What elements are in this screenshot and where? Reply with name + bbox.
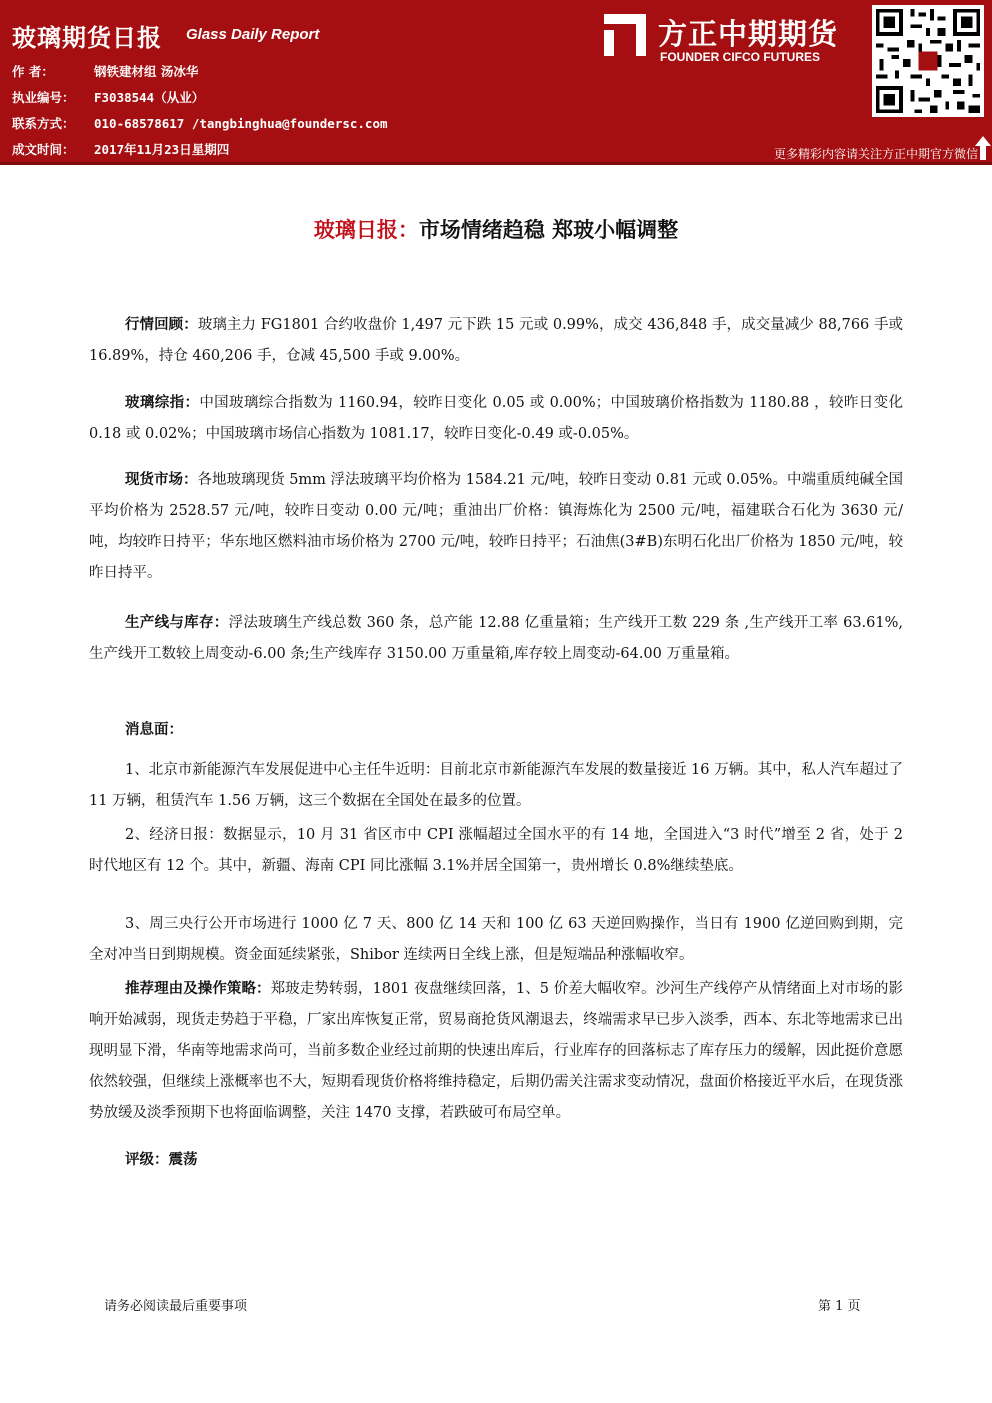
rating-paragraph <box>89 1145 903 1176</box>
license-row <box>12 88 204 106</box>
production-inventory-text: 浮法玻璃生产线总数 360 条，总产能 12.88 亿重量箱；生产线开工数 229 条 ,生产线开工率 63.61%,生产线开工数较上周变动-6.00 条;生产线库存 3150.00 万重量箱,库存较上周变动-64.00 万重量箱。 <box>89 615 903 662</box>
glass-index-heading: 玻璃综指： <box>125 395 200 411</box>
news-item-3 <box>89 909 903 971</box>
report-title <box>0 214 992 244</box>
strategy-paragraph <box>89 974 903 1129</box>
spot-market-heading: 现货市场： <box>125 472 198 488</box>
author-row <box>12 62 198 80</box>
report-series-subtitle: Glass Daily Report <box>186 26 320 43</box>
spot-market-text: 各地玻璃现货 5mm 浮法玻璃平均价格为 1584.21 元/吨，较昨日变动 0.81 元或 0.05%。中端重质纯碱全国平均价格为 2528.57 元/吨，较昨日变动 0.00 元/吨；重油出厂价格：镇海炼化为 2500 元/吨，福建联合石化为 3630 元/吨，均较昨日持平；华东地区燃料油市场价格为 2700 元/吨，较昨日持平；石油焦(3#B)东明石化出厂价格为 1850 元/吨，较昨日持平。 <box>89 472 904 581</box>
report-title-main: 市场情绪趋稳 郑玻小幅调整 <box>418 218 679 242</box>
report-series-title: 玻璃期货日报 <box>12 24 162 52</box>
header-divider <box>0 162 992 165</box>
rating-value: 震荡 <box>168 1152 198 1168</box>
news-item-2-text: 2、经济日报：数据显示，10 月 31 省区市中 CPI 涨幅超过全国水平的有 14 地，全国进入“3 时代”增至 2 省，处于 2 时代地区有 12 个。其中，新疆、海南 CPI 同比涨幅 3.1%并居全国第一，贵州增长 0.8%继续垫底。 <box>89 827 903 874</box>
rating-heading: 评级： <box>125 1152 169 1168</box>
footer-notice: 请务必阅读最后重要事项 <box>104 1299 248 1314</box>
license-label: 执业编号： <box>12 90 75 105</box>
news-item-3-text: 3、周三央行公开市场进行 1000 亿 7 天、800 亿 14 天和 100 亿 63 天逆回购操作，当日有 1900 亿逆回购到期，完全对冲当日到期规模。资金面延续紧张，Shibor 连续两日全线上涨，但是短端品种涨幅收窄。 <box>89 916 903 963</box>
news-item-1 <box>89 755 903 817</box>
date-value: 2017年11月23日星期四 <box>94 142 230 157</box>
up-arrow-icon <box>975 136 991 160</box>
date-row <box>12 140 229 158</box>
author-value: 钢铁建材组 汤冰华 <box>94 64 199 79</box>
spot-market-paragraph <box>89 465 903 589</box>
date-label: 成文时间： <box>12 142 75 157</box>
company-logo-mark-icon <box>600 10 650 60</box>
production-inventory-paragraph <box>89 608 903 670</box>
wechat-qr-code-icon <box>872 5 984 117</box>
contact-value: 010-68578617 /tangbinghua@foundersc.com <box>94 116 388 131</box>
production-inventory-heading: 生产线与库存： <box>125 615 229 631</box>
strategy-text: 郑玻走势转弱，1801 夜盘继续回落，1、5 价差大幅收窄。沙河生产线停产从情绪面上对市场的影响开始减弱，现货走势趋于平稳，厂家出库恢复正常，贸易商抢货风潮退去，终端需求早已步入淡季，西本、东北等地需求已出现明显下滑，华南等地需求尚可，当前多数企业经过前期的快速出库后，行业库存的回落标志了库存压力的缓解，因此挺价意愿依然较强，但继续上涨概率也不大，短期看现货价格将维持稳定，后期仍需关注需求变动情况，盘面价格接近平水后，在现货涨势放缓及淡季预期下也将面临调整，关注 1470 支撑，若跌破可布局空单。 <box>89 981 903 1121</box>
market-review-heading: 行情回顾： <box>125 317 198 333</box>
glass-index-paragraph <box>89 388 903 450</box>
news-heading-paragraph <box>89 715 903 746</box>
contact-label: 联系方式： <box>12 116 75 131</box>
report-header <box>0 0 992 162</box>
company-name-en: FOUNDER CIFCO FUTURES <box>660 50 820 64</box>
market-review-paragraph <box>89 310 903 372</box>
market-review-text: 玻璃主力 FG1801 合约收盘价 1,497 元下跌 15 元或 0.99%，成交 436,848 手，成交量减少 88,766 手或 16.89%，持仓 460,206 手，仓减 45,500 手或 9.00%。 <box>89 317 904 364</box>
news-heading: 消息面： <box>125 722 183 738</box>
strategy-heading: 推荐理由及操作策略： <box>125 981 271 997</box>
author-label: 作 者： <box>12 64 54 79</box>
company-name-cn: 方正中期期货 <box>658 17 839 51</box>
glass-index-text: 中国玻璃综合指数为 1160.94，较昨日变化 0.05 或 0.00%；中国玻璃价格指数为 1180.88 ，较昨日变化 0.18 或 0.02%；中国玻璃市场信心指数为 1081.17，较昨日变化-0.49 或-0.05%。 <box>89 395 903 442</box>
company-logo <box>600 10 856 68</box>
news-item-2 <box>89 820 903 882</box>
license-value: F3038544（从业） <box>94 90 205 105</box>
page-number: 第 1 页 <box>818 1299 861 1314</box>
wechat-follow-note: 更多精彩内容请关注方正中期官方微信 <box>773 147 978 161</box>
report-title-prefix: 玻璃日报： <box>313 218 419 242</box>
news-item-1-text: 1、北京市新能源汽车发展促进中心主任牛近明：目前北京市新能源汽车发展的数量接近 16 万辆。其中，私人汽车超过了 11 万辆，租赁汽车 1.56 万辆，这三个数据在全国处在最多的位置。 <box>89 762 903 809</box>
contact-row <box>12 114 388 132</box>
